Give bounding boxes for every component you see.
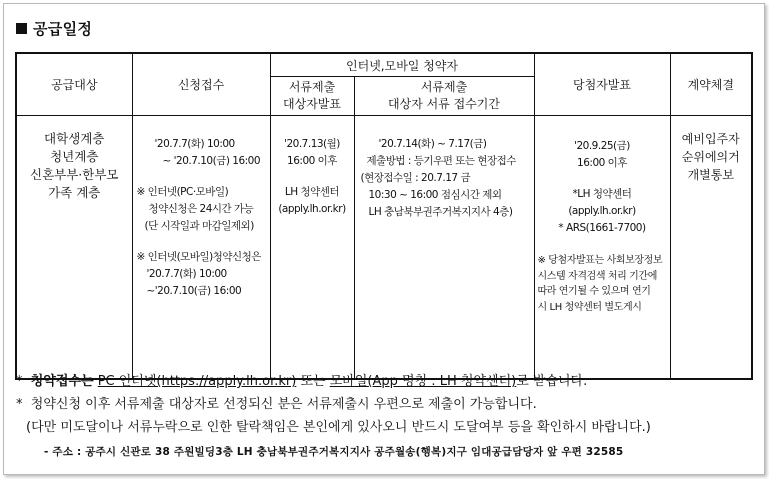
cell-apply: '20.7.7(화) 10:00 ~ '20.7.10(금) 16:00 ※ 인터넷(PC·모바일) 청약신청은 24시간 가능 (단 시작일과 마감일제외) ※ 인터넷(모바일)청약신청은 '20.7.7(화) 10:00 ~'20.7.10(금) 16:00 [132, 116, 270, 380]
cell-contract: 예비입주자 순위에의거 개별통보 [670, 116, 752, 380]
pc-link[interactable]: PC 인터넷(https://apply.lh.or.kr) [97, 374, 297, 389]
header-apply: 신청접수 [132, 53, 270, 116]
cell-doc-target: '20.7.13(월) 16:00 이후 LH 청약센터 (apply.lh.or.kr) [270, 116, 354, 380]
address-line: - 주소 : 공주시 신관로 38 주원빌딩3층 LH 충남북부권주거복지지사 공주월송(행복)지구 임대공급담당자 앞 우편 32585 [44, 446, 624, 458]
cell-doc-submit: '20.7.14(화) ~ 7.17(금) 제출방법 : 등기우편 또는 현장접수 (현장접수일 : 20.7.17 금 10:30 ~ 16:00 점심시간 제외 LH 충남북부권주거복지지사 4층) [354, 116, 534, 380]
note-2-detail: (다만 미도달이나 서류누락으로 인한 탈락책임은 본인에게 있사오니 반드시 도달여부 등을 확인하시 바랍니다.) [26, 420, 651, 435]
header-winner: 당첨자발표 [534, 53, 670, 116]
header-contract: 계약체결 [670, 53, 752, 116]
note-2: * 청약신청 이후 서류제출 대상자로 선정되신 분은 서류제출시 우편으로 제출이 가능합니다. [16, 397, 537, 412]
section-title: 공급일정 [16, 18, 92, 39]
cell-target: 대학생계층 청년계층 신혼부부·한부모 가족 계층 [16, 116, 132, 380]
note-1: * 청약접수는 PC 인터넷(https://apply.lh.or.kr) 또는 모바일(App 명칭 : LH 청약센터)로 받습니다. [16, 374, 588, 389]
notes [16, 370, 651, 439]
header-doc-target: 서류제출 대상자발표 [270, 77, 354, 116]
mobile-link[interactable]: 모바일(App 명칭 : LH 청약센터) [329, 374, 517, 389]
square-bullet-icon [16, 23, 27, 34]
header-target: 공급대상 [16, 53, 132, 116]
schedule-table [15, 52, 753, 380]
cell-winner: '20.9.25(금) 16:00 이후 *LH 청약센터 (apply.lh.or.kr) * ARS(1661-7700) ※ 당첨자발표는 사회보장정보 시스템 자격검색 처리 기간에 따라 연기될 수 있으며 연기 시 LH 청약센터 별도게시 [534, 116, 670, 380]
winner-note: ※ 당첨자발표는 사회보장정보 시스템 자격검색 처리 기간에 따라 연기될 수 있으며 연기 시 LH 청약센터 별도게시 [537, 255, 663, 313]
header-doc-submit: 서류제출 대상자 서류 접수기간 [354, 77, 534, 116]
header-online-group: 인터넷,모바일 청약자 [270, 53, 534, 77]
